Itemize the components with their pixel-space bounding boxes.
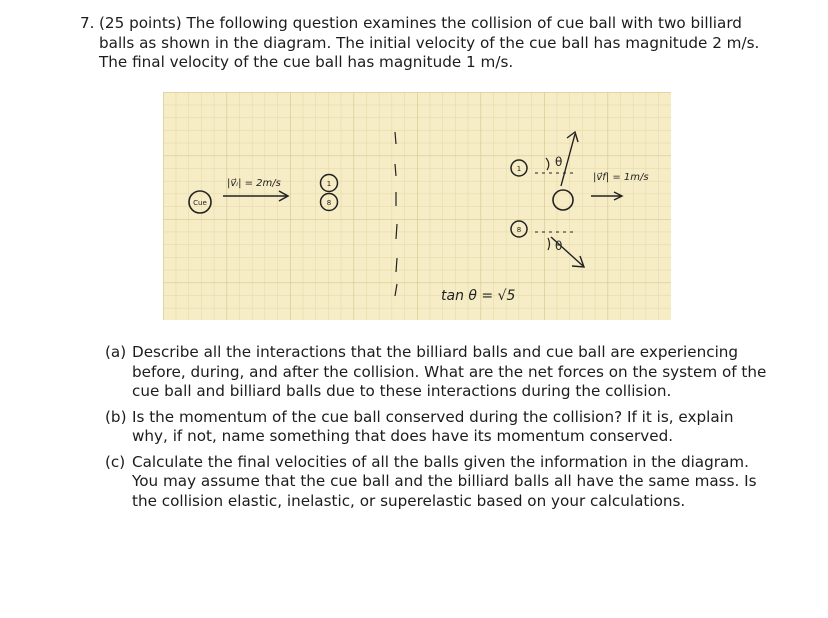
subquestion-a-text: Describe all the interactions that the billiard balls and cue ball are experiencing before, during, and after the collision. What are the net forces on the system of the cue ball and billiard balls due to these interactions during the collision. — [132, 343, 767, 400]
theta-upper-label: θ — [555, 155, 563, 169]
grid-lines — [163, 92, 671, 320]
initial-velocity-label: |v⃗ᵢ| = 2m/s — [227, 178, 281, 189]
problem-intro: (25 points) The following question examines the collision of cue ball with two billiard balls as shown in the diagram. The initial velocity of the cue ball has magnitude 2 m/s. The final velocity of the cue ball has magnitude 1 m/s. — [99, 14, 760, 71]
problem-number: 7. — [80, 14, 95, 32]
subquestion-b-text: Is the momentum of the cue ball conserved during the collision? If it is, explain why, if not, name something that does have its momentum conserved. — [132, 407, 734, 445]
ball-8-final-label: 8 — [516, 226, 522, 234]
subquestion-c-label: (c) — [105, 452, 126, 471]
subquestion-c-text: Calculate the final velocities of all the balls given the information in the diagram. You may assume that the cue ball and the billiard balls all have the same mass. Is the collision elastic, inelastic, or superelastic based on your calculations. — [132, 452, 757, 510]
ball-8-initial-label: 8 — [326, 199, 332, 207]
cue-ball-label: Cue — [193, 199, 207, 207]
theta-lower-label: θ — [555, 239, 563, 253]
ball-1-initial-label: 1 — [326, 180, 332, 188]
problem-7 — [80, 14, 770, 73]
final-velocity-label: |v⃗f| = 1m/s — [593, 172, 649, 183]
collision-diagram — [163, 92, 671, 320]
ball-1-final-label: 1 — [516, 165, 522, 173]
tan-theta-equation: tan θ = √5 — [441, 288, 516, 304]
diagram-svg — [163, 92, 671, 320]
subquestion-a-label: (a) — [105, 343, 127, 361]
subquestion-b — [105, 408, 773, 447]
subquestion-c — [105, 453, 773, 512]
subquestion-a — [105, 343, 773, 402]
subquestions — [105, 343, 773, 517]
subquestion-b-label: (b) — [105, 407, 127, 426]
